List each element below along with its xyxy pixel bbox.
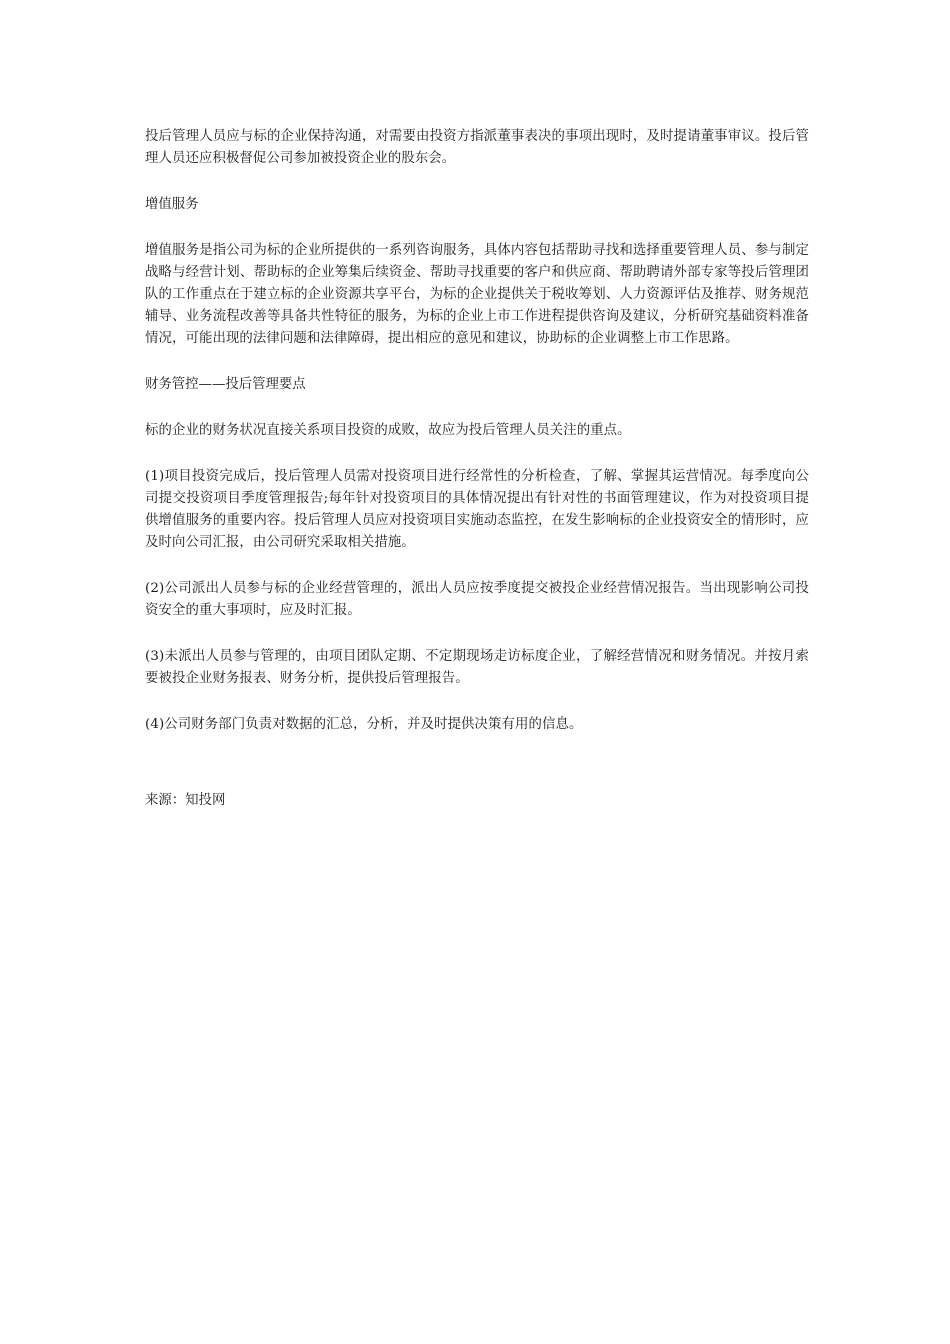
document-body <box>145 126 809 812</box>
paragraph-item-4: (4)公司财务部门负责对数据的汇总，分析，并及时提供决策有用的信息。 <box>145 717 583 732</box>
paragraph-item-1: (1)项目投资完成后，投后管理人员需对投资项目进行经常性的分析检查，了解、掌握其运营情况。每季度向公司提交投资项目季度管理报告;每年针对投资项目的具体情况提出有针对性的书面管理建议，作为对投资项目提供增值服务的重要内容。投后管理人员应对投资项目实施动态监控，在发生影响标的企业投资安全的情形时，应及时向公司汇报，由公司研究采取相关措施。 <box>145 469 809 550</box>
paragraph-financial-status: 标的企业的财务状况直接关系项目投资的成败，故应为投后管理人员关注的重点。 <box>145 423 631 438</box>
heading-financial-control: 财务管控——投后管理要点 <box>145 377 306 392</box>
paragraph-value-added-services: 增值服务是指公司为标的企业所提供的一系列咨询服务，具体内容包括帮助寻找和选择重要管理人员、参与制定战略与经营计划、帮助标的企业筹集后续资金、帮助寻找重要的客户和供应商、帮助聘请外部专家等投后管理团队的工作重点在于建立标的企业资源共享平台，为标的企业提供关于税收筹划、人力资源评估及推荐、财务规范辅导、业务流程改善等具备共性特征的服务，为标的企业上市工作进程提供咨询及建议，分析研究基础资料准备情况，可能出现的法律问题和法律障碍，提出相应的意见和建议，协助标的企业调整上市工作思路。 <box>145 243 809 346</box>
source-attribution: 来源：知投网 <box>145 793 226 808</box>
paragraph-item-2: (2)公司派出人员参与标的企业经营管理的，派出人员应按季度提交被投企业经营情况报告。当出现影响公司投资安全的重大事项时，应及时汇报。 <box>145 581 809 618</box>
paragraph-item-3: (3)未派出人员参与管理的，由项目团队定期、不定期现场走访标度企业，了解经营情况和财务情况。并按月索要被投企业财务报表、财务分析，提供投后管理报告。 <box>145 649 809 686</box>
heading-value-added-services: 增值服务 <box>145 197 199 212</box>
paragraph-post-investment-communication: 投后管理人员应与标的企业保持沟通，对需要由投资方指派董事表决的事项出现时，及时提请董事审议。投后管理人员还应积极督促公司参加被投资企业的股东会。 <box>145 129 809 166</box>
